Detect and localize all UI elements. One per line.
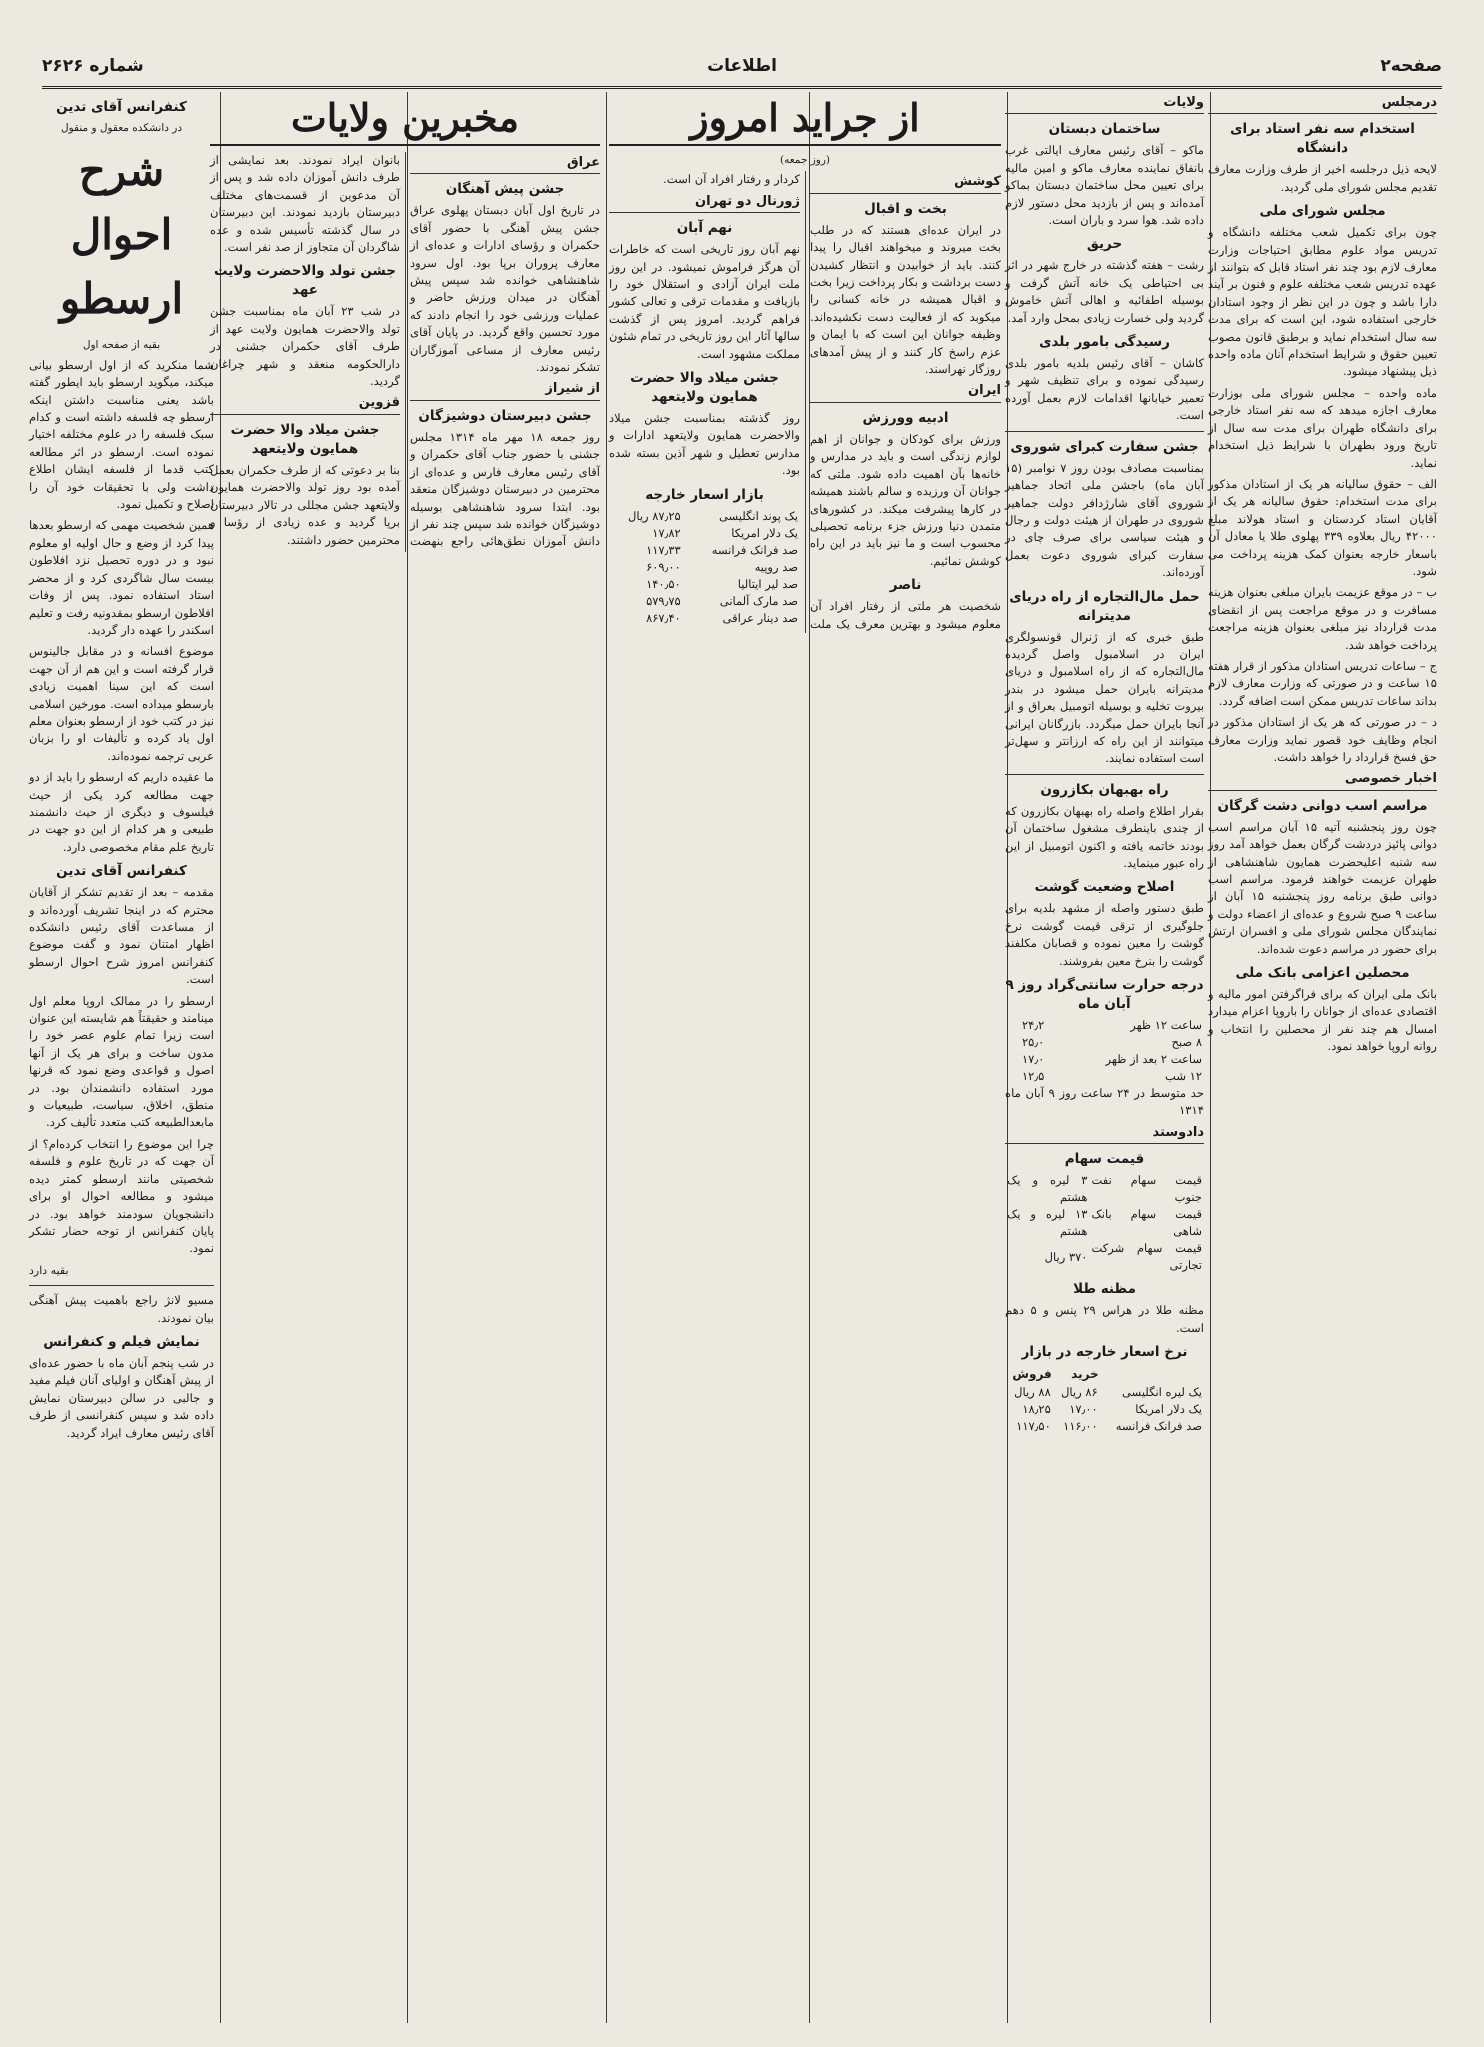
article-title: بخت و اقبال xyxy=(864,200,947,217)
page-header xyxy=(42,52,1442,89)
table-cell: ۵۷۹٫۷۵ xyxy=(646,593,681,608)
article-title: محصلین اعزامی بانک ملی xyxy=(1235,965,1410,982)
table-cell: ۲۵٫۰ xyxy=(1021,1035,1045,1050)
mokhberin-body xyxy=(210,152,600,552)
table-cell: ۱۷٫۰ xyxy=(1021,1052,1045,1067)
article-text: مقدمه – بعد از تقدیم تشکر از آقایان محترم که در اینجا تشریف آورده‌اند و از مساعدت آقای رئیس دانشکده اظهار امتنان نمود و گفت موضوع کنفرانس امروز شرح احوال ارسطو است. xyxy=(29,885,214,987)
article-text: مسیو لانژ راجع باهمیت پیش آهنگی بیان نمودند. xyxy=(29,1293,214,1325)
table-cell: ۱۴۰٫۵۰ xyxy=(646,576,681,591)
continued-note: بقیه از صفحه اول xyxy=(82,339,161,352)
article-text: ارسطو را در ممالک اروپا معلم اول مینامند و حقیقتاً هم شایسته این عنوان است زیرا تمام علوم عصر خود را مدون ساخت و برای هر یک از آنها اصول و قواعدی وضع نمود که قرنها مورد استفاده دانشمندان بود. در منطق، اخلاق، سیاست، طبیعیات و مابعدالطبیعه کتب متعدد تألیف کرد. xyxy=(29,993,214,1130)
article-text: چون روز پنجشنبه آتیه ۱۵ آبان مراسم اسب دوانی پائیز دردشت گرگان بعمل خواهد آمد روز سه شنبه اعلیحضرت همایون شاهنشاهی از طهران عزیمت خواهند فرمود. مراسم اسب دوانی طبق برنامه روز پنجشنبه ۱۵ آبان از ساعت ۹ صبح شروع و عده‌ای از اعضاء دولت و نمایندگان مجلس شورای ملی و افسران ارتش برای حضور در مراسم دعوت شده‌اند. xyxy=(1208,819,1438,956)
article-text: شما منکرید که از اول ارسطو بیانی میکند، میگوید ارسطو باید ایطور گفته باشد یعنی مناسبت داشتن اینکه ارسطو چه فلسفه داشته است و کدام سبک فلسفه را در علوم مختلفه اختیار نموده است. ارسطو در اثر مطالعه کتب قدما از فلسفه ایشان اطلاع داشت ولی با تحقیقات خود آن را اصلاح و تکمیل نمود. xyxy=(29,357,214,512)
article-text: ما عقیده داریم که ارسطو را باید از دو جهت مطالعه کرد یکی از حیث فیلسوف و دیگری از حیث دانشمند طبیعی و هر کدام از این دو جهت در تاریخ علم مقام مخصوصی دارد. xyxy=(29,770,214,854)
jarayed-body xyxy=(609,171,1001,633)
article-text: ماده واحده – مجلس شورای ملی بوزارت معارف اجازه میدهد که سه نفر استاد خارجی برای دانشگاه طهران برای مدت سه سال از تاریخ ورود بطهران با شرایط ذیل استخدام نماید. xyxy=(1208,385,1437,470)
column-aristo xyxy=(24,92,219,2023)
article-title: کنفرانس آقای تدین xyxy=(56,863,187,880)
article-text: شخصیت هر ملتی از رفتار افراد آن معلوم میشود و بهترین معرف یک ملت کردار و رفتار افراد آن است. xyxy=(663,172,1001,631)
table-row xyxy=(1005,1384,1204,1401)
table-row xyxy=(1005,1017,1204,1034)
article-text: لایحه ذیل درجلسه اخیر از طرف وزارت معارف تقدیم مجلس شورای ملی گردید. xyxy=(1208,162,1437,194)
article-title: قیمت سهام xyxy=(1064,1151,1145,1168)
article-title: مراسم اسب دوانی دشت گرگان xyxy=(1217,797,1428,814)
newspaper-name: اطلاعات xyxy=(707,56,777,76)
article-text: روز گذشته بمناسبت جشن میلاد والاحضرت همایون ولایتعهد ادارات و مدارس تعطیل و شهر آذین بسته شده بود. xyxy=(609,411,800,478)
article-title: استخدام سه نفر استاد برای دانشگاه xyxy=(1230,121,1415,157)
table-cell: یک دلار امریکا xyxy=(731,525,798,540)
article-text: بمناسبت مصادف بودن روز ۷ نوامبر (۱۵ آبان ماه) باجشن ملی اتحاد جماهیر شوروی آقای شارژدافر دولت جماهیر شوروی در طهران از هیئت دولت و رجال و هیئت سیاسی برای صرف چای در سفارت کبرای شوروی دعوت بعمل آورده‌اند. xyxy=(1005,460,1204,580)
lecture-subtitle: در دانشکده معقول و منقول xyxy=(60,122,183,134)
article-title: ناصر xyxy=(889,577,922,594)
article-text: د – در صورتی که هر یک از استادان مذکور در انجام وظایف خود قصور نماید وزارت معارف حق فسخ قرارداد را خواهد داشت. xyxy=(1208,715,1437,764)
article-title: نهم آبان xyxy=(676,220,733,237)
table-cell: صد لیر ایتالیا xyxy=(737,576,798,591)
table-cell: ۱۱۶٫۰۰ xyxy=(1063,1419,1098,1434)
article-text: نهم آبان روز تاریخی است که خاطرات آن هرگز فراموش نمیشود. در این روز ملت ایران آزادی و استقلال خود را بازیافت و مقدمات ترقی و تعالی کشور فراهم گردید. امروز پس از گذشت سالها آثار این روز تاریخی در تمام شئون مملکت مشهود است. xyxy=(609,242,800,361)
column-majlis xyxy=(1203,92,1442,2023)
section-subtitle: (روز جمعه) xyxy=(780,154,830,166)
paper-name: کوشش xyxy=(810,173,1001,193)
table-cell: ۸۶۷٫۴۰ xyxy=(646,610,681,625)
table-cell: ساعت ۱۲ ظهر xyxy=(1130,1018,1202,1033)
column-jarayed xyxy=(604,92,1006,2023)
table-header: فروش xyxy=(1012,1367,1052,1382)
table-cell: صد مارک آلمانی xyxy=(719,593,798,608)
article-text: مظنه طلا در هراس ۲۹ پنس و ۵ دهم است. xyxy=(1005,1303,1204,1335)
section-heading: درمجلس xyxy=(1208,94,1437,114)
table-row xyxy=(609,542,800,559)
table-cell: صد فرانک فرانسه xyxy=(711,542,798,557)
article-text: چرا این موضوع را انتخاب کرده‌ام؟ از آن جهت که در تاریخ علوم و فلسفه شخصیتی مانند ارسطو کمتر دیده میشود و مطالعه احوال او برای دانشجویان سودمند خواهد بود. در پایان کنفرانس از توجه حضار تشکر نمود. xyxy=(29,1136,214,1256)
table-row xyxy=(1005,1418,1204,1435)
table-cell: قیمت سهام بانک شاهی xyxy=(1091,1207,1202,1239)
section-heading: اخبار خصوصی xyxy=(1208,770,1437,790)
column-mokhberin xyxy=(205,92,605,2023)
article-text: ورزش برای کودکان و جوانان از اهم لوازم زندگی است و باید در مدارس و خانه‌ها بآن اهمیت داده شود. ملتی که جوانان آن ورزیده و سالم باشند همیشه در کارها پیشرفت میکند. در کشورهای متمدن دنیا ورزش جزء برنامه تحصیلی محسوب است و ما نیز باید در این راه کوشش نمائیم. xyxy=(810,431,1001,568)
article-text: همین شخصیت مهمی که ارسطو بعدها پیدا کرد از وضع و حال اولیه او معلوم نبود و در دوره تحصیل نزد افلاطون بیست سال شاگردی کرد و از محضر استاد استفاده نمود. پس از وفات افلاطون ارسطو بمقدونیه رفت و تعلیم اسکندر را عهده دار گردید. xyxy=(29,518,214,637)
article-title: حمل مال‌التجاره از راه دریای مدیترانه xyxy=(1009,588,1200,624)
exchange-rate-table xyxy=(1005,1365,1204,1435)
article-text: بقرار اطلاع واصله راه بهبهان بکازرون که از چندی باینطرف مشغول ساختمان آن بودند خاتمه یافته و اکنون اتومبیل از این راه عبور مینماید. xyxy=(1005,803,1204,870)
article-text: ماکو – آقای رئیس معارف ایالتی غرب بانفاق نماینده معارف ماکو و امین مالیه برای تعیین محل ساختمان دبستان بماکو آمده‌اند و پس از بازدید محل دستور لازم داده شد. هوا سرد و باران است. xyxy=(1005,143,1204,228)
article-text: در شب ۲۳ آبان ماه بمناسبت جشن تولد والاحضرت همایون ولایت عهد از طرف آقای حکمران جشنی در دارالحکومه منعقد و شهر چراغان گردید. xyxy=(210,304,401,389)
article-text: بانک ملی ایران که برای فراگرفتن امور مالیه و اقتصادی عده‌ای از جوانان را باروپا اعزام میدارد امسال هم چند نفر از محصلین را انتخاب و روانه اروپا خواهد نمود. xyxy=(1208,987,1437,1054)
article-text: موضوع افسانه و در مقابل جالینوس قرار گرفته است و این هم از آن جهت است که این سینا اهمیت زیادی بارسطو میداده است. مورخین اسلامی نیز در کتب خود از ارسطو بعنوان معلم اول یاد کرده و تألیفات او را بزبان عربی ترجمه نموده‌اند. xyxy=(29,644,214,763)
article-text: روز جمعه ۱۸ مهر ماه ۱۳۱۴ مجلس جشنی با حضور جناب آقای حکمران و آقای رئیس معارف فارس و عده‌ای از محترمین در دبیرستان دوشیزگان منعقد بود. ابتدا سرود شاهنشاهی بوسیله دوشیزگان خوانده شد سپس چند نفر از دانش آموزان نطق‌هائی راجع بنهضت بانوان ایراد نمودند. بعد نمایشی از طرف دانش آموزان داده شد و پس از آن مدعوین از قسمت‌های مختلف دبیرستان بازدید نمودند. این دبیرستان در سال گذشته تأسیس شده و عده شاگردان آن متجاوز از صد نفر است. xyxy=(210,153,600,549)
table-cell: ۳ لیره و یک هشتم xyxy=(1007,1173,1088,1205)
issue-number: شماره ۲۶۲۶ xyxy=(42,56,144,76)
article-title: رسیدگی بامور بلدی xyxy=(1039,334,1170,351)
article-title: مجلس شورای ملی xyxy=(1259,203,1386,220)
exchange-rate-table xyxy=(609,508,800,627)
article-title: نمایش فیلم و کنفرانس xyxy=(43,1333,200,1350)
article-title: جشن سفارت کبرای شوروی xyxy=(1010,438,1199,455)
article-text: در تاریخ اول آبان دبستان پهلوی عراق جشن پیش آهنگی با حضور آقای حکمران و رؤسای ادارات و عده‌ای از معارف پروران برپا بود. اول سرود شاهنشاهی خوانده شد سپس پیش آهنگان در میدان ورزش حاضر و عملیات ورزشی خود را انجام دادند که مورد تحسین واقع گردید. در پایان آقای رئیس معارف از مساعی آموزگاران تشکر نمودند. xyxy=(410,203,600,375)
table-cell: ۱۳ لیره و یک هشتم xyxy=(1007,1207,1088,1239)
table-cell: قیمت سهام شرکت تجارتی xyxy=(1091,1241,1202,1273)
article-title: جشن میلاد والا حضرت همایون ولایتعهد xyxy=(630,370,779,406)
table-cell: قیمت سهام نفت جنوب xyxy=(1091,1173,1202,1205)
section-masthead: از جراید امروز xyxy=(609,92,1001,146)
table-cell: ساعت ۲ بعد از ظهر xyxy=(1105,1052,1202,1067)
section-heading: ولایات xyxy=(1005,94,1204,114)
article-text: کاشان – آقای رئیس بلدیه بامور بلدی رسیدگی نموده و برای تنظیف شهر و تعمیر خیابانها اقدامات لازم بعمل آورده است. xyxy=(1005,356,1204,423)
table-cell: یک پوند انگلیسی xyxy=(718,508,798,523)
article-title: نرخ اسعار خارجه در بازار xyxy=(1021,1344,1188,1361)
paper-name: ایران xyxy=(810,382,1001,402)
table-header xyxy=(1100,1365,1204,1384)
table-cell: ۱۸٫۲۵ xyxy=(1022,1402,1051,1417)
table-cell: صد روپیه xyxy=(754,559,798,574)
divider xyxy=(1005,774,1204,775)
divider xyxy=(29,1285,214,1286)
article-text: طبق خبری که از ژنرال قونسولگری ایران در اسلامبول واصل گردیده مال‌التجاره که از راه اسلامبول و دریای مدیترانه بایران حمل میشود در بندر بیروت تخلیه و بوسیله اتومبیل بعراق و از آنجا بایران حمل میگردد. بازرگانان ایرانی میتوانند از این راه که ارزانتر و سهل‌تر است استفاده نمایند. xyxy=(1005,629,1204,766)
temperature-table xyxy=(1005,1017,1204,1085)
table-cell: ۱۲ شب xyxy=(1165,1069,1202,1084)
column-vilayat xyxy=(1000,92,1209,2023)
article-title: ادبیه وورزش xyxy=(862,409,949,426)
section-heading: از شیراز xyxy=(410,380,600,400)
article-text: بنا بر دعوتی که از طرف حکمران بعمل آمده بود روز تولد والاحضرت همایون ولایتعهد جشن مجللی در تالار دبیرستان برپا گردید و عده زیادی از رؤسا و محترمین حضور داشتند. xyxy=(210,462,400,547)
article-title: جشن میلاد والا حضرت همایون ولایتعهد xyxy=(230,421,380,457)
article-title: حریق xyxy=(1086,236,1123,253)
table-cell: ۱۲٫۵ xyxy=(1021,1069,1045,1084)
table-row xyxy=(1005,1034,1204,1051)
table-cell: ۸ صبح xyxy=(1171,1035,1202,1050)
article-title: درجه حرارت سانتی‌گراد روز ۹ آبان ماه xyxy=(1005,977,1204,1013)
table-row xyxy=(609,525,800,542)
table-cell: ۱۱۷٫۵۰ xyxy=(1016,1419,1051,1434)
article-title: جشن تولد والاحضرت ولایت عهد xyxy=(214,263,396,299)
table-header: خرید xyxy=(1071,1367,1099,1382)
article-text: چون برای تکمیل شعب مختلفه دانشگاه و تدریس مواد علوم مطابق احتیاجات وزارت معارف لازم بود چند نفر استاد قابل که بتوانند از عهده تدریس شعب مختلفه علوم و فنون بر آیند دارا باشد و چون در این نظر از وجود استادان خارجی استفاده شود، این است که برای مدت سه سال استخدام نماید و برطبق قانون مصوب تعیین حقوق و شرایط استخدام آنان ماده واحده ذیل پیشنهاد میشود. xyxy=(1208,225,1437,379)
article-title: جشن پیش آهنگان xyxy=(445,181,565,198)
article-text: ج – ساعات تدریس استادان مذکور از قرار هفته ۱۵ ساعت و در صورتی که وزارت معارف لازم بداند ساعات تدریس ممکن است اضافه گردد. xyxy=(1208,658,1437,708)
table-cell: ۸۸ ریال xyxy=(1014,1385,1051,1400)
divider xyxy=(1005,431,1204,432)
table-cell: ۱۱۷٫۳۳ xyxy=(646,542,681,557)
table-cell: ۳۷۰ ریال xyxy=(1044,1249,1088,1264)
article-text: الف – حقوق سالیانه هر یک از استادان مذکور برای مدت استخدام: حقوق سالیانه هر یک از آقایان استاد کردستان و استاد هولاند مبلغ ۴۲۰۰۰ ریال بعلاوه ۳۳۹ پهلوی طلا یا معادل آن باسعار خارجه بعنوان کمک هزینه پرداخت می شود. xyxy=(1208,476,1437,578)
table-row xyxy=(609,559,800,576)
section-heading: قزوین xyxy=(210,394,400,414)
temperature-note: حد متوسط در ۲۴ ساعت روز ۹ آبان ماه ۱۳۱۴ xyxy=(1005,1086,1204,1118)
table-row xyxy=(1005,1240,1204,1274)
article-title: ساختمان دبستان xyxy=(1048,121,1161,138)
table-row xyxy=(1005,1401,1204,1418)
table-cell: ۲۴٫۲ xyxy=(1021,1018,1045,1033)
table-cell: ۸۶ ریال xyxy=(1061,1385,1098,1400)
stock-table xyxy=(1005,1172,1204,1274)
section-heading: عراق xyxy=(410,154,600,174)
table-cell: ۱۷٫۰۰ xyxy=(1069,1402,1098,1417)
article-text: رشت – هفته گذشته در خارج شهر در اثر بی احتیاطی یک خانه آتش گرفت و بوسیله اطفائیه و اهالی آتش خاموش گردید ولی خسارت زیادی بمحل وارد آمد. xyxy=(1005,258,1204,325)
table-cell: ۸۷٫۲۵ ریال xyxy=(627,508,681,523)
article-text: در ایران عده‌ای هستند که در طلب بخت میروند و میخواهند اقبال را پیدا کنند. باید از خوابیدن و انتظار کشیدن دست برداشت و بکار پرداخت زیرا بخت و اقبال همیشه در خانه کسانی را میکوبد که از فعالیت دست نکشیده‌اند. وظیفه جوانان این است که با ایمان و عزم راسخ کار کنند و از پیش آمدهای روزگار نهراسند. xyxy=(810,222,1001,377)
lecture-title: کنفرانس آقای تدین xyxy=(56,99,187,115)
table-cell: ۱۷٫۸۲ xyxy=(652,525,681,540)
table-cell: یک دلار امریکا xyxy=(1135,1402,1202,1417)
article-title: راه بهبهان بکازرون xyxy=(1040,781,1169,798)
article-text: ب – در موقع عزیمت بایران مبلغی بعنوان هزینه مسافرت و در موقع مراجعت پس از انقضای مدت قرارداد نیز مبلغی بعنوان هزینه مراجعت پرداخت خواهد شد. xyxy=(1208,585,1437,652)
article-text: طبق دستور واصله از مشهد بلدیه برای جلوگیری از ترقی قیمت گوشت نرخ گوشت را معین نموده و قصابان مکلفند گوشت را بنرخ معین بفروشند. xyxy=(1005,901,1204,968)
article-text: در شب پنجم آبان ماه با حضور عده‌ای از پیش آهنگان و اولیای آنان فیلم مفید و جالبی در سالن دبیرستان نمایش داده شد و سپس کنفرانسی از طرف آقای رئیس معارف ایراد گردید. xyxy=(29,1355,214,1440)
section-heading: دادوستد xyxy=(1005,1124,1204,1144)
article-title: بازار اسعار خارجه xyxy=(645,486,764,503)
to-be-continued: بقیه دارد xyxy=(29,1263,69,1277)
table-row xyxy=(1005,1068,1204,1085)
table-row xyxy=(1005,1206,1204,1240)
article-masthead: شرح احوال ارسطو xyxy=(59,146,184,324)
table-cell: صد فرانک فرانسه xyxy=(1115,1419,1202,1434)
section-masthead: مخبرین ولایات xyxy=(210,92,600,146)
table-row xyxy=(609,610,800,627)
table-header-row xyxy=(1005,1365,1204,1384)
table-row xyxy=(609,576,800,593)
article-title: مظنه طلا xyxy=(1073,1281,1136,1298)
page-number: صفحه۲ xyxy=(1380,56,1442,76)
article-title: اصلاح وضعیت گوشت xyxy=(1034,879,1175,896)
table-row xyxy=(609,508,800,525)
table-cell: ۶۰۹٫۰۰ xyxy=(646,559,681,574)
paper-name: ژورنال دو تهران xyxy=(609,193,800,213)
article-title: جشن دبیرستان دوشیزگان xyxy=(418,407,592,424)
table-cell: صد دینار عراقی xyxy=(722,610,798,625)
table-row xyxy=(609,593,800,610)
table-row xyxy=(1005,1051,1204,1068)
table-cell: یک لیره انگلیسی xyxy=(1121,1385,1202,1400)
table-row xyxy=(1005,1172,1204,1206)
